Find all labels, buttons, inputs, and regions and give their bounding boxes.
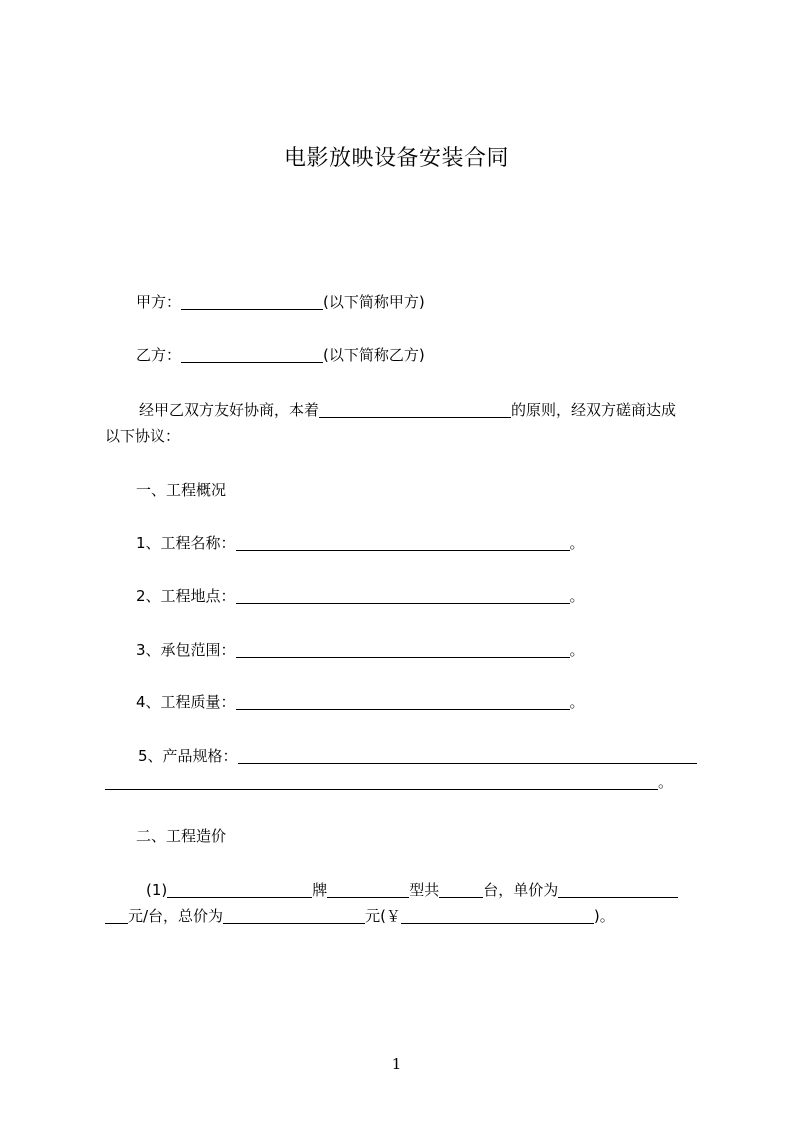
brand-label: 牌 xyxy=(312,881,328,899)
price-line-2 xyxy=(105,906,615,926)
product-spec-line-2 xyxy=(105,772,673,792)
principle-blank[interactable] xyxy=(319,401,511,418)
period: 。 xyxy=(658,773,674,791)
project-location-blank[interactable] xyxy=(236,587,570,604)
party-a-blank[interactable] xyxy=(181,293,323,310)
brand-blank[interactable] xyxy=(167,881,312,898)
party-b-line xyxy=(136,345,425,365)
project-quality-line xyxy=(136,692,585,712)
project-location-label: 2、工程地点： xyxy=(136,587,236,605)
product-spec-label: 5、产品规格： xyxy=(138,747,238,765)
unit-price-label: 台，单价为 xyxy=(483,881,559,899)
party-a-label: 甲方： xyxy=(136,293,182,311)
document-title: 电影放映设备安装合同 xyxy=(283,146,509,171)
item-number: (1) xyxy=(146,881,168,899)
period: 。 xyxy=(569,534,585,552)
product-spec-line-1 xyxy=(138,746,697,766)
project-location-line xyxy=(136,586,585,606)
intro-suffix: 的原则，经双方磋商达成 xyxy=(511,401,677,419)
total-price-label: 元/台，总价为 xyxy=(128,907,224,925)
intro-line-1 xyxy=(139,400,676,420)
product-spec-blank-2[interactable] xyxy=(105,773,658,790)
closing-paren: )。 xyxy=(593,907,615,925)
model-count-label: 型共 xyxy=(409,881,440,899)
total-price-blank[interactable] xyxy=(223,907,365,924)
period: 。 xyxy=(569,587,585,605)
contract-scope-label: 3、承包范围： xyxy=(136,641,236,659)
quantity-blank[interactable] xyxy=(439,881,483,898)
section1-heading: 一、工程概况 xyxy=(136,481,227,499)
model-blank[interactable] xyxy=(327,881,409,898)
period: 。 xyxy=(569,693,585,711)
price-line-1 xyxy=(146,880,678,900)
intro-line-2: 以下协议： xyxy=(105,427,181,445)
page-number: 1 xyxy=(391,1055,402,1073)
project-name-line xyxy=(136,533,585,553)
party-b-blank[interactable] xyxy=(181,346,323,363)
project-name-blank[interactable] xyxy=(236,534,570,551)
party-a-suffix: (以下简称甲方) xyxy=(323,293,425,311)
unit-price-blank-2[interactable] xyxy=(105,907,128,924)
total-price-rmb-blank[interactable] xyxy=(401,907,594,924)
party-b-suffix: (以下简称乙方) xyxy=(323,346,425,364)
project-name-label: 1、工程名称： xyxy=(136,534,236,552)
project-quality-label: 4、工程质量： xyxy=(136,693,236,711)
party-b-label: 乙方： xyxy=(136,346,182,364)
intro-prefix: 经甲乙双方友好协商，本着 xyxy=(139,401,320,419)
contract-scope-blank[interactable] xyxy=(236,641,570,658)
project-quality-blank[interactable] xyxy=(236,693,570,710)
total-price-yuan-label: 元(￥ xyxy=(365,907,401,925)
party-a-line xyxy=(136,292,425,312)
unit-price-blank-1[interactable] xyxy=(558,881,678,898)
section2-heading: 二、工程造价 xyxy=(136,827,227,845)
period: 。 xyxy=(569,641,585,659)
contract-scope-line xyxy=(136,640,585,660)
product-spec-blank-1[interactable] xyxy=(238,747,697,764)
